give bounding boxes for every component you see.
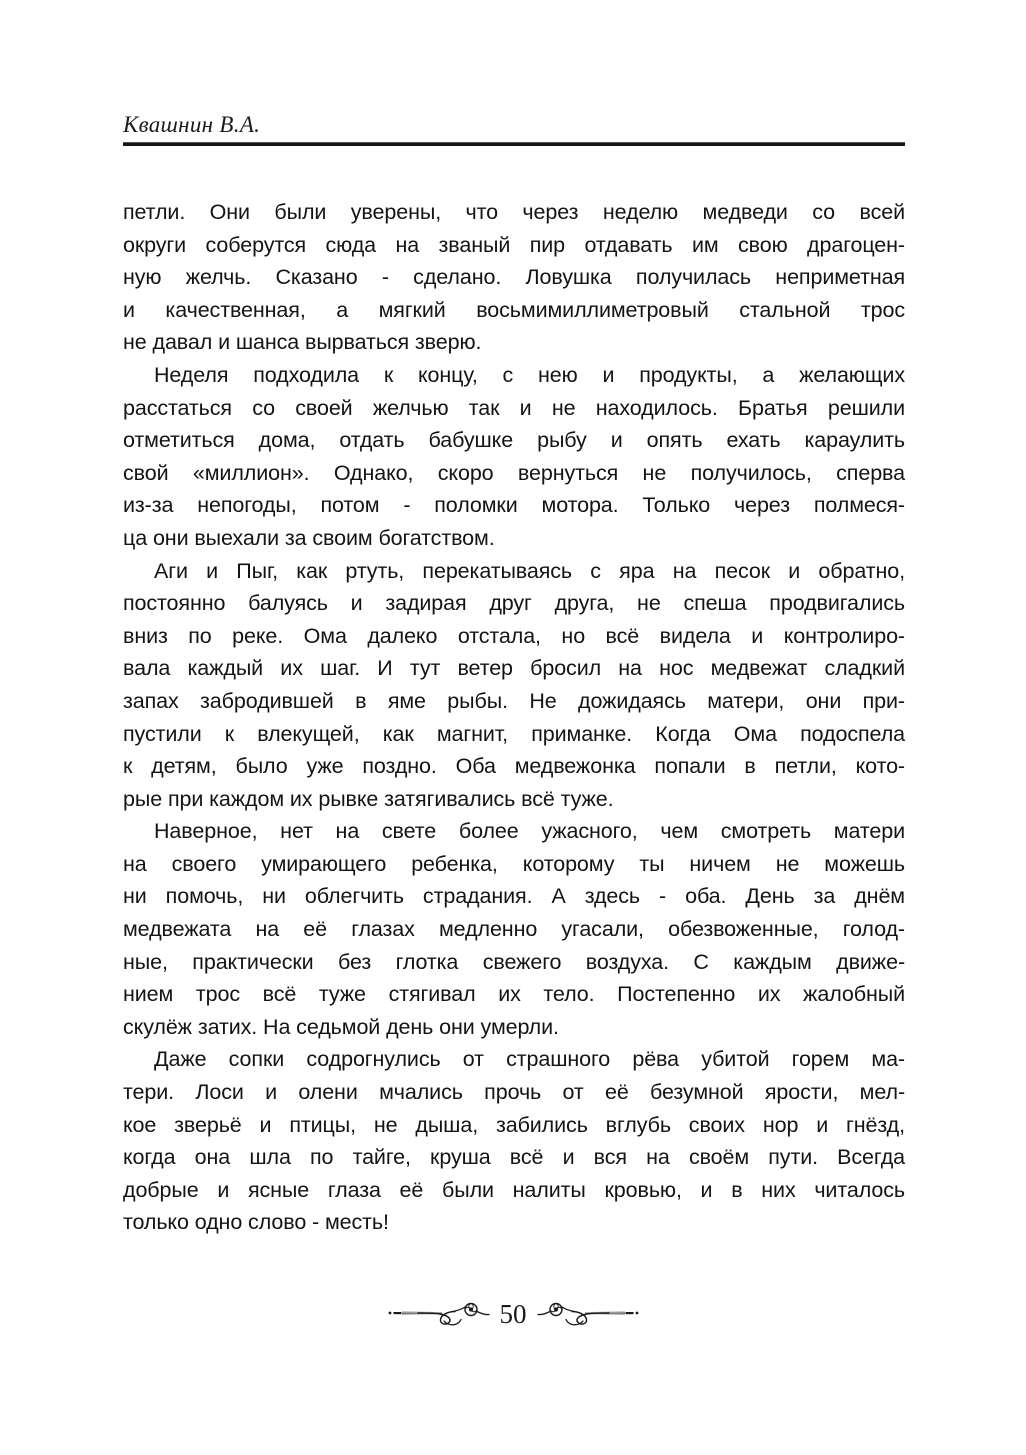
text-line: пустили к влекущей, как магнит, приманке. Когда Ома подоспела: [123, 721, 905, 746]
text-line: медвежата на её глазах медленно угасали, обезвоженные, голод-: [123, 917, 905, 942]
page-number: 50: [499, 1299, 527, 1329]
paragraph: [123, 196, 905, 359]
text-line: Наверное, нет на свете более ужасного, чем смотреть матери: [154, 819, 905, 844]
text-line: ную желчь. Сказано - сделано. Ловушка получилась неприметная: [123, 265, 905, 290]
running-header-author: Квашнин В.А.: [123, 112, 261, 137]
text-line: расстаться со своей желчью так и не находилось. Братья решили: [123, 395, 905, 420]
text-line: Даже сопки содрогнулись от страшного рёва убитой горем ма-: [154, 1047, 905, 1072]
text-line: округи соберутся сюда на званый пир отдавать им свою драгоцен-: [123, 232, 905, 257]
text-line: добрые и ясные глаза её были налиты кровью, и в них читалось: [123, 1177, 905, 1202]
flourish-right-icon: [537, 1297, 639, 1331]
text-line: только одно слово - месть!: [123, 1210, 389, 1235]
text-line: на своего умирающего ребенка, которому ты ничем не можешь: [123, 851, 905, 876]
text-line: тери. Лоси и олени мчались прочь от её безумной ярости, мел-: [123, 1080, 905, 1105]
text-line: вала каждый их шаг. И тут ветер бросил на нос медвежат сладкий: [123, 656, 905, 681]
text-line: нием трос всё туже стягивал их тело. Постепенно их жалобный: [123, 982, 905, 1007]
text-line: и качественная, а мягкий восьмимиллиметровый стальной трос: [123, 297, 905, 322]
text-line: запах забродившей в яме рыбы. Не дожидаясь матери, они при-: [123, 688, 905, 713]
text-line: ни помочь, ни облегчить страдания. А здесь - оба. День за днём: [123, 884, 905, 909]
text-line: когда она шла по тайге, круша всё и вся на своём пути. Всегда: [123, 1145, 905, 1170]
text-line: свой «миллион». Однако, скоро вернуться не получилось, сперва: [123, 460, 905, 485]
text-line: кое зверьё и птицы, не дыша, забились вглубь своих нор и гнёзд,: [123, 1112, 905, 1137]
text-line: к детям, было уже поздно. Оба медвежонка попали в петли, кото-: [123, 754, 905, 779]
page-footer: [0, 1297, 1026, 1331]
text-line: Неделя подходила к концу, с нею и продукты, а желающих: [154, 362, 905, 387]
paragraph: [123, 359, 905, 555]
flourish-left-icon: [388, 1297, 490, 1331]
paragraph: [123, 815, 905, 1043]
text-line: ные, практически без глотка свежего воздуха. С каждым движе-: [123, 949, 905, 974]
text-line: рые при каждом их рывке затягивались всё туже.: [123, 786, 614, 811]
text-line: ца они выехали за своим богатством.: [123, 525, 495, 550]
text-line: вниз по реке. Ома далеко отстала, но всё видела и контролиро-: [123, 623, 905, 648]
paragraph: [123, 555, 905, 816]
paragraph: [123, 1043, 905, 1239]
text-line: не давал и шанса вырваться зверю.: [123, 330, 482, 355]
text-line: постоянно балуясь и задирая друг друга, не спеша продвигались: [123, 591, 905, 616]
text-line: из-за непогоды, потом - поломки мотора. Только через полмеся-: [123, 493, 905, 518]
text-line: скулёж затих. На седьмой день они умерли.: [123, 1014, 559, 1039]
text-line: отметиться дома, отдать бабушке рыбу и опять ехать караулить: [123, 428, 905, 453]
header-rule: [123, 142, 905, 146]
text-line: Аги и Пыг, как ртуть, перекатываясь с яра на песок и обратно,: [154, 558, 905, 583]
text-line: петли. Они были уверены, что через неделю медведи со всей: [123, 200, 905, 224]
text-block: [123, 196, 905, 1239]
